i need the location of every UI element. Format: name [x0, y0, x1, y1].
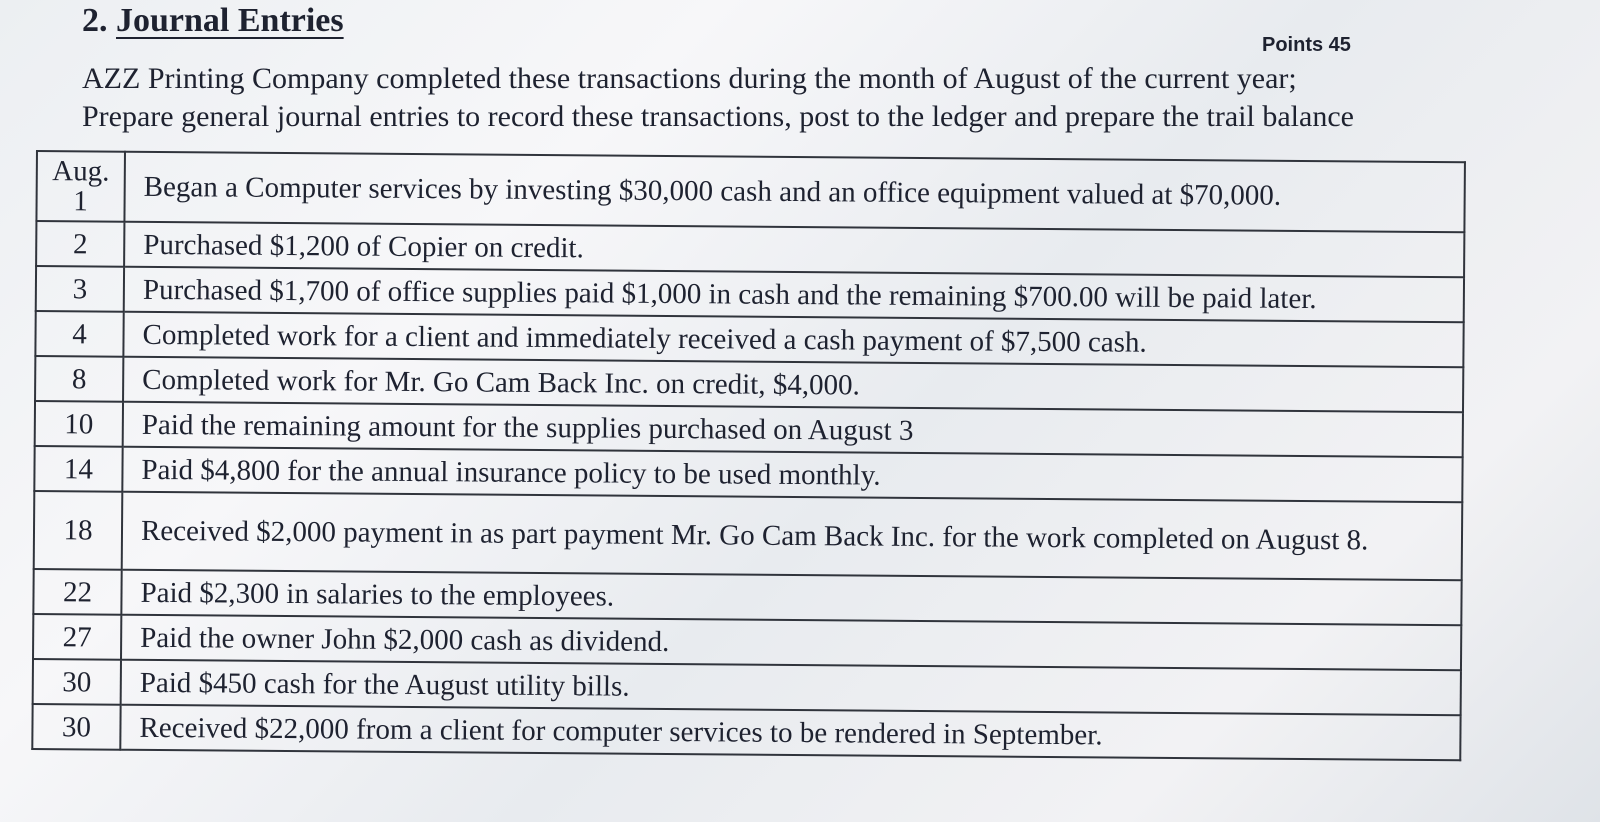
- intro-line-1: AZZ Printing Company completed these transactions during the month of August of the current year;: [82, 62, 1297, 95]
- transaction-date: 22: [33, 569, 121, 615]
- section-number: 2.: [82, 2, 108, 39]
- section-title: Journal Entries: [116, 2, 344, 39]
- transactions-table: [31, 150, 1466, 761]
- transaction-date: 18: [34, 491, 123, 570]
- transaction-date: 4: [35, 311, 123, 357]
- transaction-description: Purchased $1,200 of Copier on credit.: [124, 222, 1464, 278]
- transaction-description: Paid $4,800 for the annual insurance policy to be used monthly.: [122, 447, 1462, 503]
- transaction-date: 3: [36, 266, 124, 312]
- transaction-date: 8: [35, 356, 123, 402]
- transaction-description: Completed work for a client and immediately received a cash payment of $7,500 cash.: [123, 312, 1463, 368]
- transaction-description: Completed work for Mr. Go Cam Back Inc. on credit, $4,000.: [123, 357, 1463, 413]
- transaction-date: 14: [34, 446, 122, 492]
- transaction-description: Received $2,000 payment in as part payment Mr. Go Cam Back Inc. for the work completed on August 8.: [122, 492, 1463, 581]
- transaction-date: 2: [36, 221, 124, 267]
- transaction-description: Paid the owner John $2,000 cash as dividend.: [121, 615, 1461, 671]
- transaction-description: Began a Computer services by investing $30,000 cash and an office equipment valued at $70,000.: [124, 152, 1465, 232]
- transaction-date: 27: [33, 614, 121, 660]
- transaction-description: Purchased $1,700 of office supplies paid $1,000 in cash and the remaining $700.00 will be paid later.: [124, 267, 1464, 323]
- table-row: [36, 151, 1465, 232]
- transaction-description: Paid the remaining amount for the supplies purchased on August 3: [123, 402, 1463, 458]
- points-label: Points 45: [1262, 34, 1351, 56]
- transaction-description: Paid $450 cash for the August utility bills.: [121, 660, 1461, 716]
- transaction-date: 10: [35, 401, 123, 447]
- transaction-date: Aug. 1: [36, 151, 125, 222]
- transaction-date: 30: [33, 659, 121, 705]
- table-row: [34, 491, 1463, 580]
- intro-line-2: Prepare general journal entries to record these transactions, post to the ledger and prepare the trail balance: [82, 100, 1354, 133]
- transaction-description: Received $22,000 from a client for computer services to be rendered in September.: [120, 705, 1460, 761]
- transaction-description: Paid $2,300 in salaries to the employees.: [121, 570, 1461, 626]
- section-heading: [82, 2, 344, 40]
- transaction-date: 30: [32, 704, 120, 750]
